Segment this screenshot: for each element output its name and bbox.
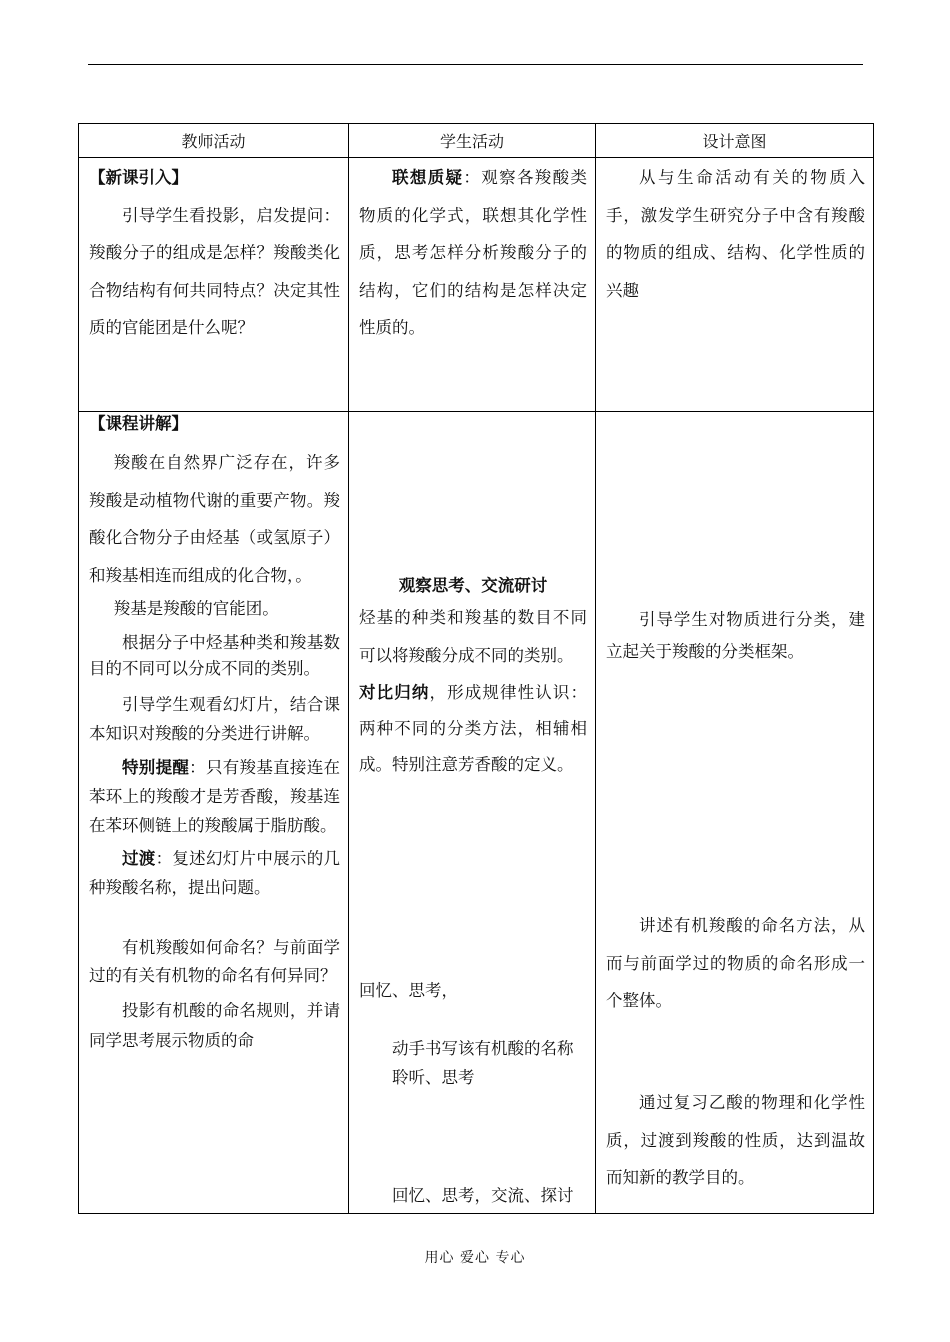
lecture-section-title: 【课程讲解】	[89, 414, 188, 433]
lecture-teacher-p7: 有机羧酸如何命名？与前面学过的有关有机物的命名有何异同？	[89, 938, 340, 985]
compare-summary-label: 对比归纳	[359, 683, 430, 702]
lesson-plan-table	[78, 123, 874, 1214]
intro-teacher-text: 引导学生看投影，启发提问：羧酸分子的组成是怎样？羧酸类化合物结构有何共同特点？决定其性质的官能团是什么呢？	[89, 205, 340, 337]
intro-teacher-cell	[79, 158, 349, 412]
lecture-student-heading: 观察思考、交流研讨	[398, 576, 548, 595]
lecture-teacher-p1: 羧酸在自然界广泛存在，许多羧酸是动植物代谢的重要产物。羧酸化合物分子由烃基（或氢原子）和羧基相连而组成的化合物，。	[89, 453, 340, 585]
transition-label: 过渡	[122, 849, 156, 868]
special-note-label: 特别提醒	[122, 758, 190, 777]
lecture-teacher-cell	[79, 412, 349, 1214]
header-rule	[88, 64, 863, 65]
lecture-teacher-p4: 引导学生观看幻灯片，结合课本知识对羧酸的分类进行讲解。	[89, 695, 340, 743]
lecture-design-p2: 讲述有机羧酸的命名方法，从而与前面学过的物质的命名形成一个整体。	[606, 916, 865, 1010]
lecture-design-p3: 通过复习乙酸的物理和化学性质，过渡到羧酸的性质，达到温故而知新的教学目的。	[606, 1093, 865, 1187]
header-student-activity: 学生活动	[349, 124, 596, 158]
lecture-teacher-p5: ：只有羧基直接连在苯环上的羧酸才是芳香酸，羧基连在苯环侧链上的羧酸属于脂肪酸。	[89, 758, 341, 835]
intro-student-text: ：观察各羧酸类物质的化学式，联想其化学性质，思考怎样分析羧酸分子的结构，它们的结构是怎样决定性质的。	[359, 168, 588, 337]
intro-student-cell	[349, 158, 596, 412]
table-row-intro	[79, 158, 874, 412]
intro-section-title: 【新课引入】	[89, 168, 188, 187]
lecture-teacher-p6: ：复述幻灯片中展示的几种羧酸名称，提出问题。	[89, 849, 341, 897]
lecture-student-p5: 聆听、思考	[392, 1068, 475, 1087]
lecture-student-p6: 回忆、思考，交流、探讨	[392, 1186, 574, 1205]
page-footer: 用心 爱心 专心	[424, 1250, 526, 1266]
table-header-row	[79, 124, 874, 158]
header-design-intent: 设计意图	[596, 124, 874, 158]
table-row-lecture	[79, 412, 874, 1214]
lecture-student-cell	[349, 412, 596, 1214]
lecture-design-p1: 引导学生对物质进行分类，建立起关于羧酸的分类框架。	[606, 610, 865, 661]
intro-design-cell	[596, 158, 874, 412]
lecture-student-p4: 动手书写该有机酸的名称	[392, 1039, 574, 1058]
lecture-student-p2: ，形成规律性认识：两种不同的分类方法，相辅相成。特别注意芳香酸的定义。	[359, 683, 587, 774]
lecture-student-p1: 烃基的种类和羧基的数目不同可以将羧酸分成不同的类别。	[359, 608, 587, 665]
lecture-student-p3: 回忆、思考，	[359, 981, 458, 1000]
lecture-teacher-p8: 投影有机酸的命名规则，并请同学思考展示物质的命	[89, 1001, 340, 1050]
intro-student-bold: 联想质疑	[392, 168, 464, 187]
intro-design-text: 从与生命活动有关的物质入手，激发学生研究分子中含有羧酸的物质的组成、结构、化学性质的兴趣	[606, 168, 865, 300]
header-teacher-activity: 教师活动	[79, 124, 349, 158]
lecture-teacher-p2: 羧基是羧酸的官能团。	[113, 599, 279, 618]
lecture-teacher-p3: 根据分子中烃基种类和羧基数目的不同可以分成不同的类别。	[89, 633, 340, 678]
lecture-design-cell	[596, 412, 874, 1214]
